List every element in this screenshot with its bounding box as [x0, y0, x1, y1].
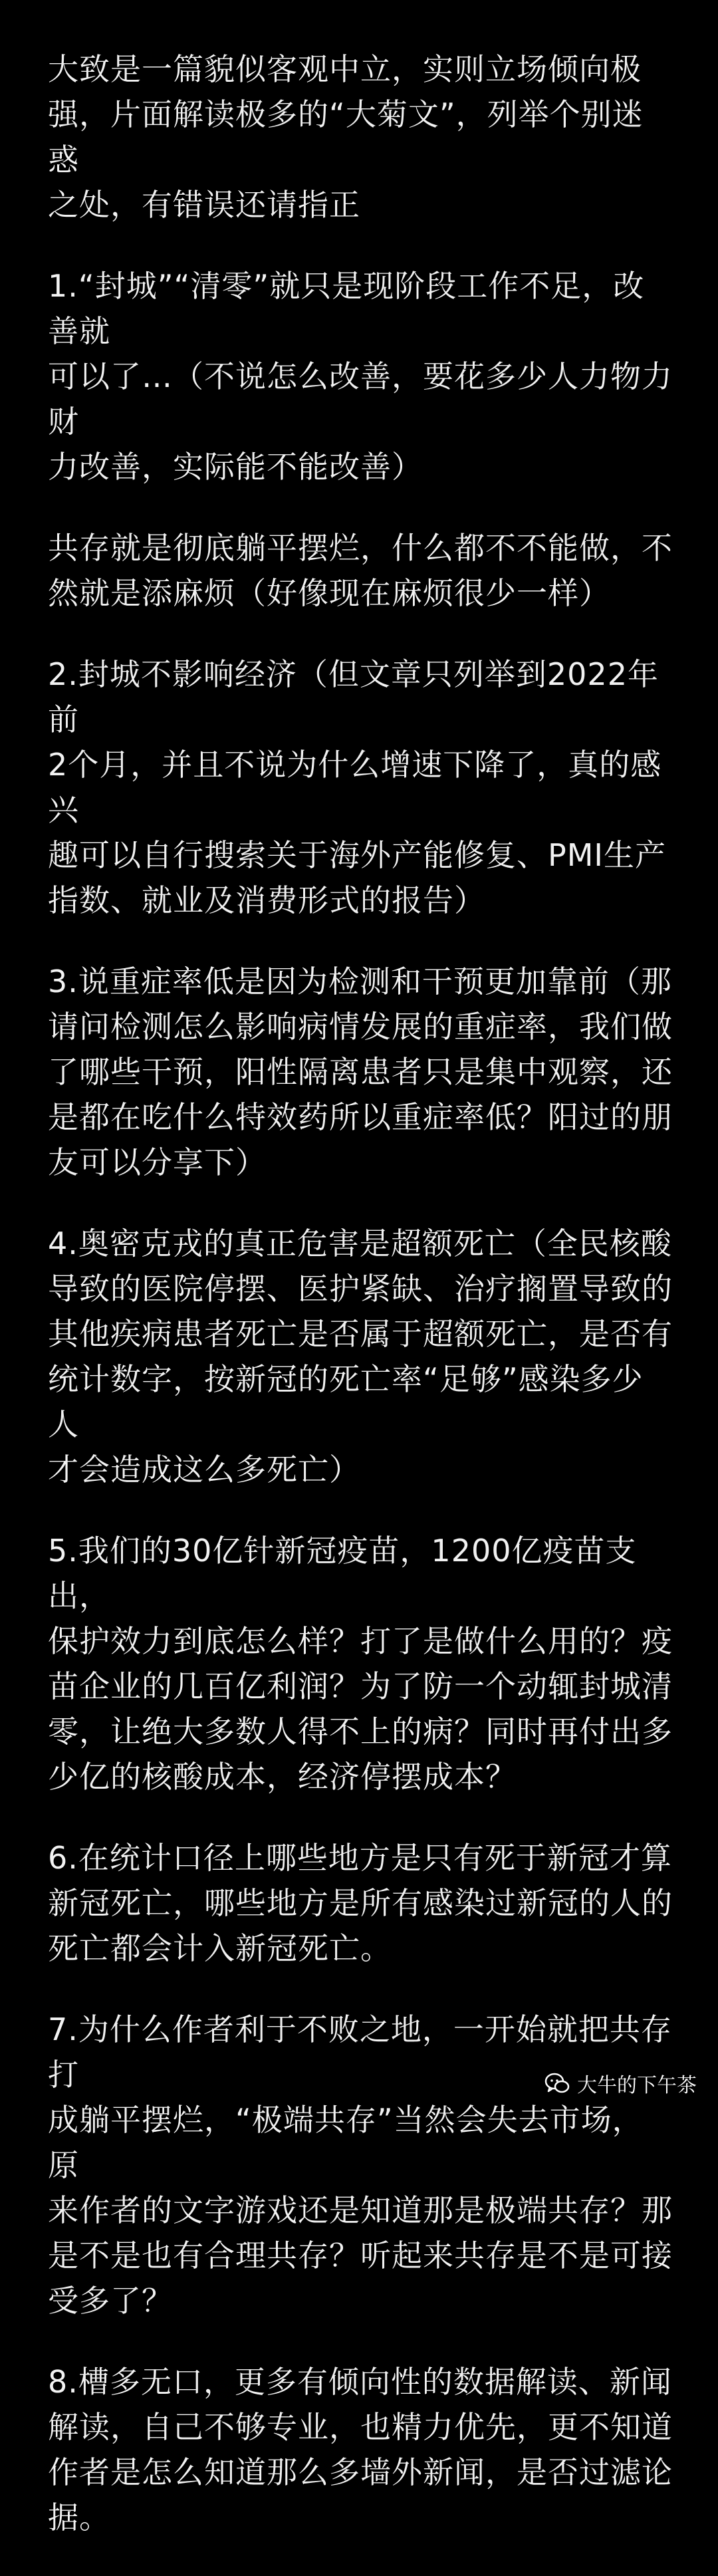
paragraph-intro: 大致是一篇貌似客观中立，实则立场倾向极 强，片面解读极多的“大菊文”，列举个别迷惑 之处，有错误还请指正: [48, 51, 644, 223]
paragraph-point-8: 8.槽多无口，更多有倾向性的数据解读、新闻 解读，自己不够专业，也精力优先，更不知道 作者是怎么知道那么多墙外新闻，是否过滤论 据。: [48, 2364, 673, 2535]
watermark-text: 大牛的下午茶: [577, 2074, 697, 2097]
paragraph-point-5: 5.我们的30亿针新冠疫苗，1200亿疫苗支出， 保护效力到底怎么样？打了是做什么用的？疫 苗企业的几百亿利润？为了防一个动辄封城清 零，让绝大多数人得不上的病？同时再付出多 少亿的核酸成本，经济停摆成本？: [48, 1533, 673, 1795]
paragraph-coexistence: 共存就是彻底躺平摆烂，什么都不不能做，不 然就是添麻烦（好像现在麻烦很少一样）: [48, 530, 673, 611]
paragraph-point-1: 1.“封城”“清零”就只是现阶段工作不足，改善就 可以了…（不说怎么改善，要花多少人力物力财 力改善，实际能不能改善）: [48, 268, 673, 485]
paragraph-point-6: 6.在统计口径上哪些地方是只有死于新冠才算 新冠死亡，哪些地方是所有感染过新冠的人的 死亡都会计入新冠死亡。: [48, 1840, 673, 1966]
paragraph-point-2: 2.封城不影响经济（但文章只列举到2022年前 2个月，并且不说为什么增速下降了，真的感兴 趣可以自行搜索关于海外产能修复、PMI生产 指数、就业及消费形式的报告）: [48, 656, 666, 918]
watermark: [544, 2069, 697, 2098]
wechat-icon: [544, 2070, 570, 2097]
paragraph-point-7: 7.为什么作者利于不败之地，一开始就把共存打 成躺平摆烂，“极端共存”当然会失去市场，原 来作者的文字游戏还是知道那是极端共存？那 是不是也有合理共存？听起来共存是不是可接 受多了？: [48, 2011, 673, 2319]
article-body: [48, 47, 673, 2576]
paragraph-point-4: 4.奥密克戎的真正危害是超额死亡（全民核酸 导致的医院停摆、医护紧缺、治疗搁置导致的 其他疾病患者死亡是否属于超额死亡，是否有 统计数字，按新冠的死亡率“足够”感染多少人 才会造成这么多死亡）: [48, 1225, 673, 1487]
paragraph-point-3: 3.说重症率低是因为检测和干预更加靠前（那 请问检测怎么影响病情发展的重症率，我们做 了哪些干预，阳性隔离患者只是集中观察，还 是都在吃什么特效药所以重症率低？阳过的朋 友可以分享下）: [48, 964, 673, 1180]
